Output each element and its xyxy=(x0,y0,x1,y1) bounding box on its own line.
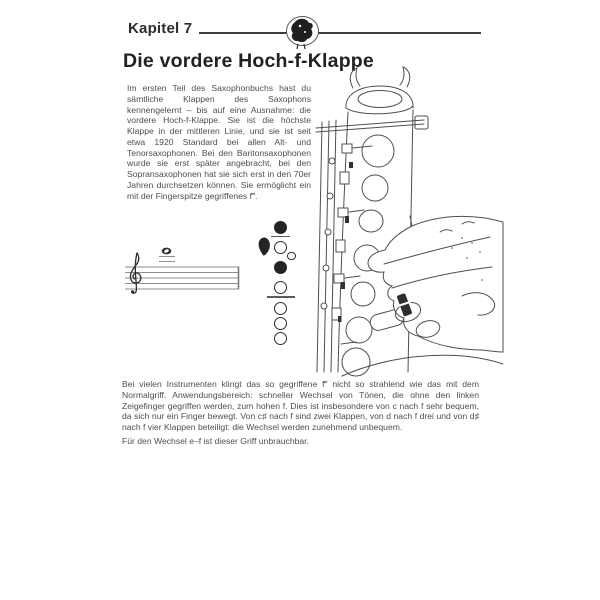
closing-line: Für den Wechsel e–f ist dieser Griff unbrauchbar. xyxy=(122,436,309,446)
saxophone-hand-illustration xyxy=(312,66,504,378)
usage-paragraph: Bei vielen Instrumenten klingt das so gegriffene f‴ nicht so strahlend wie das mit dem Normalgriff. Anwendungsbereich: schneller Wechsel von Tönen, die ohne den linken Zeigefinger gegriffen werden, zum hohen f. Dies ist insbesondere von c nach f sehr bequem, da sich nur ein Finger bewegt. Von c♯ nach f sind zwei Klappen, von d nach f drei und von d♯ nach f vier Klappen beteiligt: die Wechsel werden zunehmend unbequem. xyxy=(122,379,479,433)
bis-side-key xyxy=(287,252,296,261)
intro-paragraph: Im ersten Teil des Saxophonbuchs hast du sämtliche Klappen des Saxophons kennengelernt – bis auf eine Ausnahme: die vordere Hoch-f-Klappe. Sie ist die höchste Klappe in der mittleren Linie, und sie ist seit etwa 1920 Standard bei allen Alt- und Tenorsaxophonen. Bei den Baritonsaxophonen wurde sie erst später angebracht, bei den Sopransaxophonen hat sie sich erst in den 70er Jahren durchsetzen können. Sie ermöglicht ein mit der Fingerspitze gegriffenes f‴. xyxy=(127,83,311,201)
whole-note xyxy=(162,248,172,255)
fingering-key xyxy=(274,317,287,330)
hand-divider-bar xyxy=(267,296,295,298)
fingering-key xyxy=(274,302,287,315)
page-title: Die vordere Hoch-f-Klappe xyxy=(123,50,374,72)
fingering-key xyxy=(274,241,287,254)
chapter-label: Kapitel 7 xyxy=(128,20,193,37)
front-f-key-indicator xyxy=(257,237,272,256)
treble-clef-icon xyxy=(130,253,140,293)
fingering-chart xyxy=(257,218,303,348)
ledger-lines xyxy=(159,257,175,262)
hand-silhouette xyxy=(368,216,503,352)
music-staff xyxy=(123,242,243,300)
staff-lines xyxy=(125,267,239,289)
fingering-key xyxy=(274,281,287,294)
fingering-key xyxy=(274,261,287,274)
key-bar xyxy=(271,236,290,238)
fingering-key xyxy=(274,332,287,345)
fingering-key xyxy=(274,221,287,234)
hand xyxy=(368,216,503,352)
saxophone-player-ornament-icon xyxy=(282,13,323,53)
header-rule xyxy=(199,32,481,34)
